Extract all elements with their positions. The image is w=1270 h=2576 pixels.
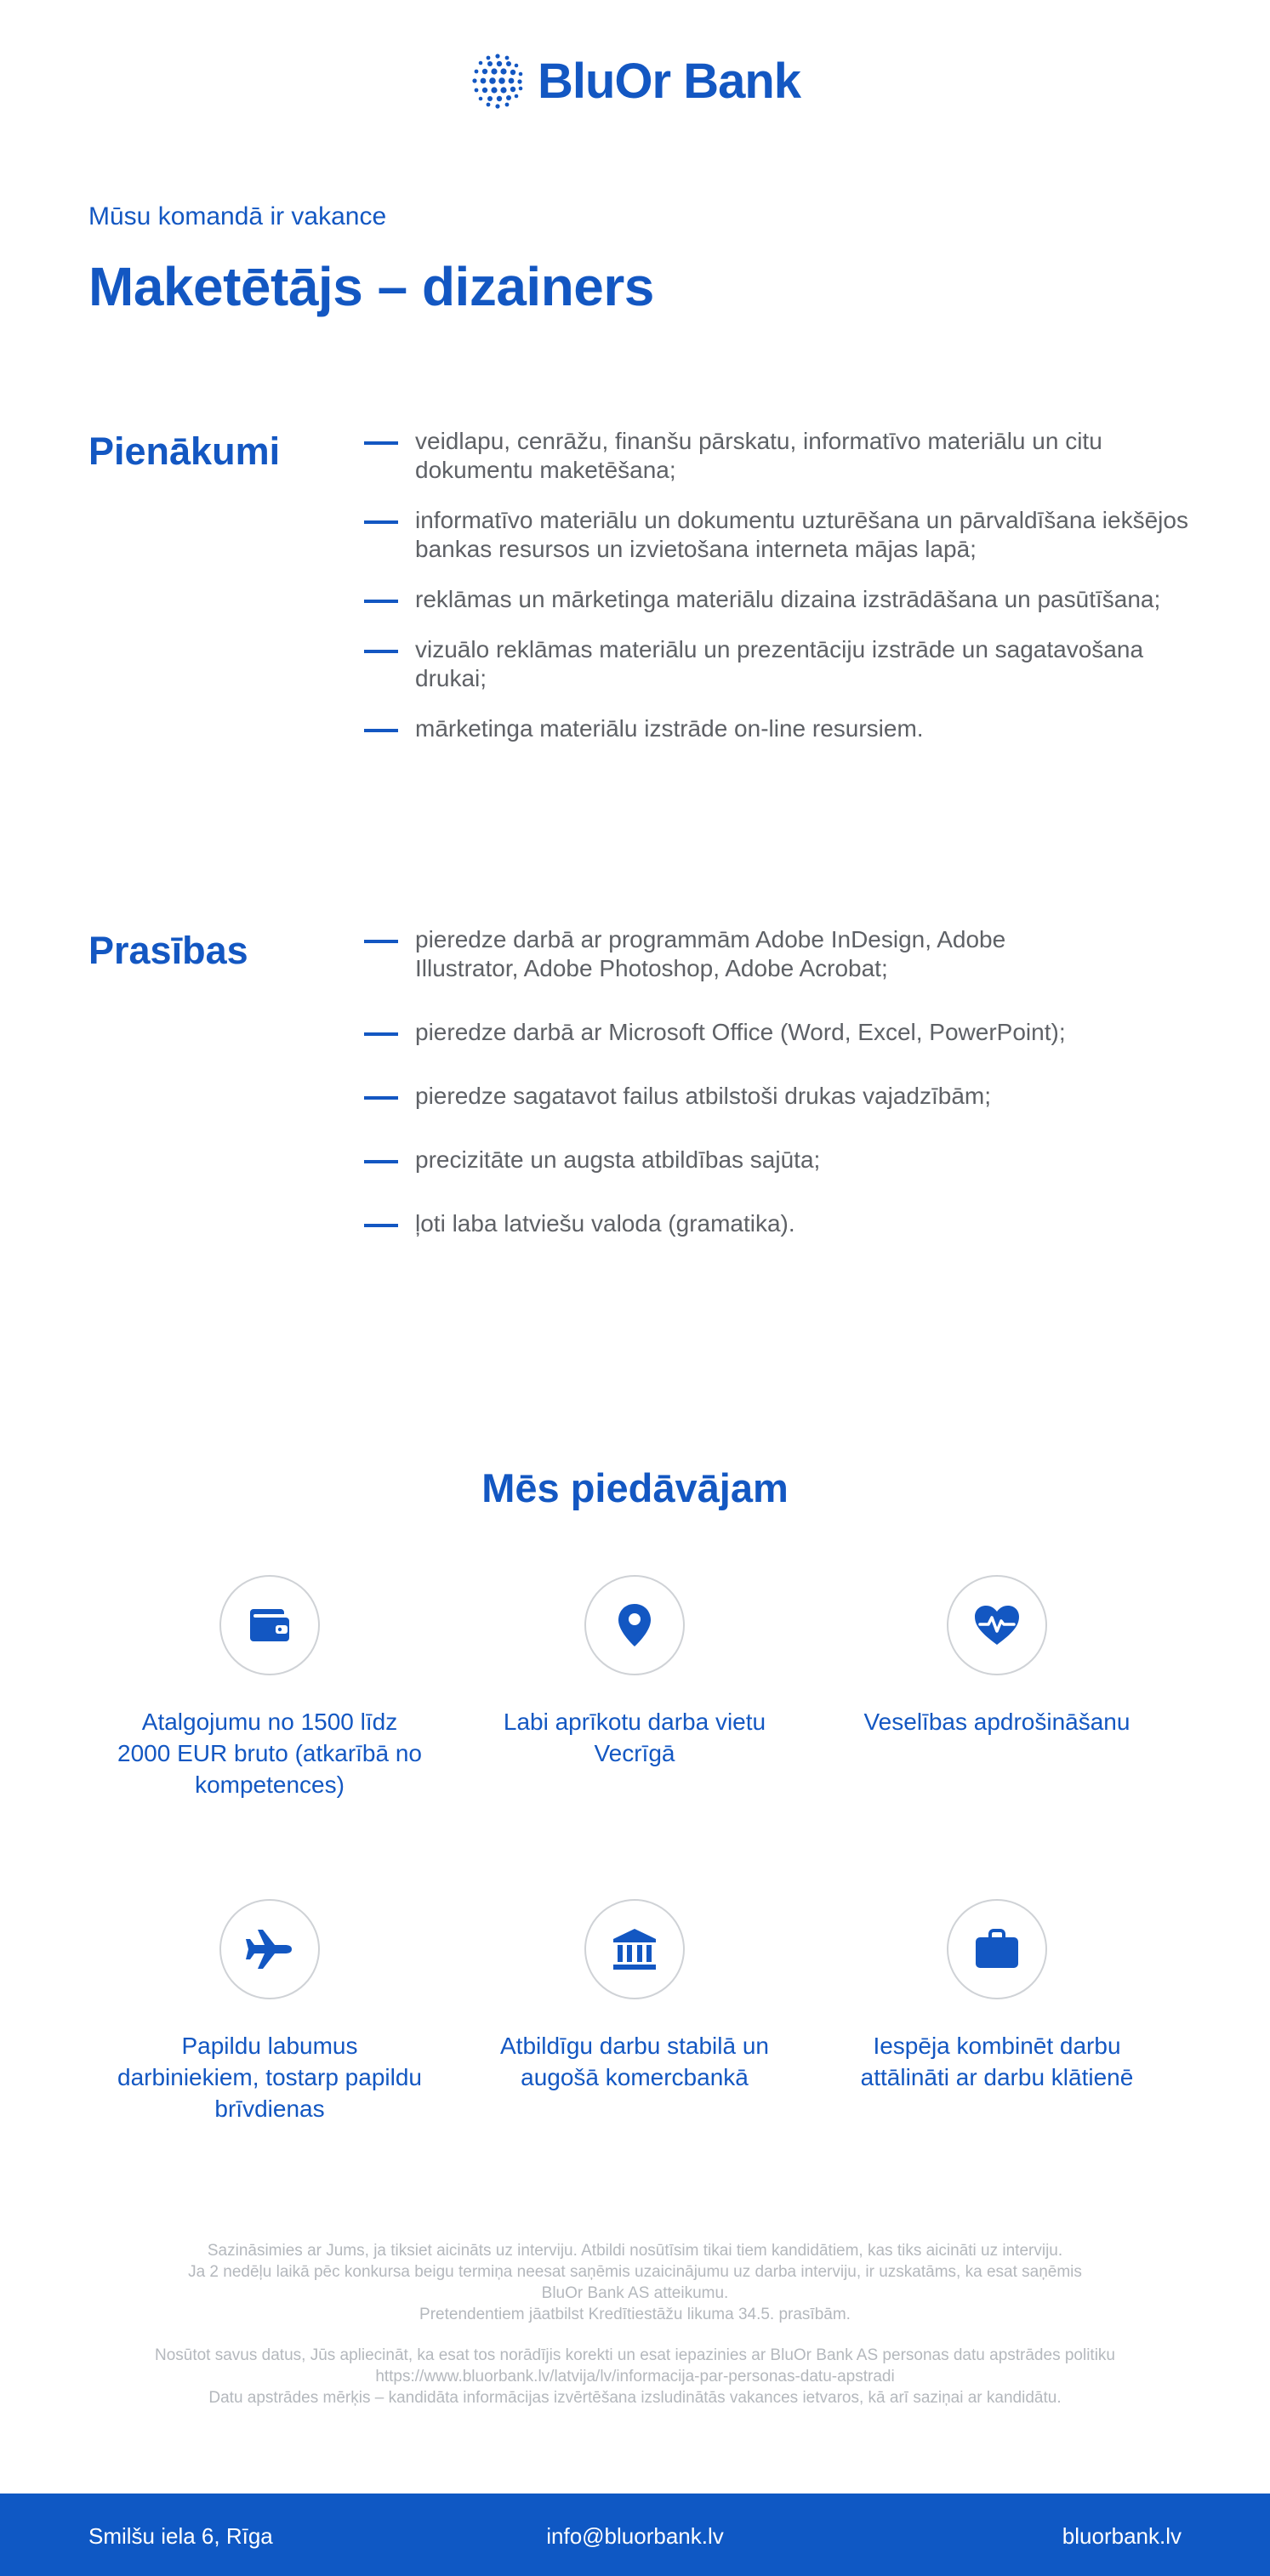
wallet-icon: [248, 1606, 291, 1645]
list-item: reklāmas un mārketinga materiālu dizaina izstrādāšana un pasūtīšana;: [364, 585, 1215, 614]
brand-logo[interactable]: [0, 51, 1270, 111]
benefit-icon-circle: [219, 1899, 320, 1999]
footer-bar: [0, 2494, 1270, 2576]
location-pin-icon: [617, 1602, 652, 1648]
brand-name: BluOr Bank: [537, 53, 801, 109]
dash-bullet: [364, 1160, 398, 1163]
benefit-salary: [117, 1575, 423, 1800]
duties-heading: Pienākumi: [88, 429, 281, 473]
dash-bullet: [364, 1224, 398, 1227]
dash-bullet: [364, 520, 398, 524]
page-title: Maketētājs – dizainers: [88, 256, 654, 317]
privacy-policy-link[interactable]: https://www.bluorbank.lv/latvija/lv/informacija-par-personas-datu-apstradi: [375, 2368, 895, 2386]
benefit-icon-circle: [584, 1575, 685, 1675]
list-item: pieredze sagatavot failus atbilstoši drukas vajadzībām;: [364, 1082, 1104, 1111]
list-item: informatīvo materiālu un dokumentu uzturēšana un pārvaldīšana iekšējos bankas resursos un izvietošana interneta mājas lapā;: [364, 506, 1215, 564]
heart-pulse-icon: [973, 1604, 1021, 1646]
dash-bullet: [364, 1032, 398, 1036]
bank-icon: [612, 1927, 658, 1971]
benefit-icon-circle: [219, 1575, 320, 1675]
benefit-label: Iespēja kombinēt darbu attālināti ar darbu klātienē: [860, 2033, 1134, 2090]
benefit-label: Papildu labumus darbiniekiem, tostarp papildu brīvdienas: [117, 2033, 422, 2122]
list-item: pieredze darbā ar Microsoft Office (Word, Excel, PowerPoint);: [364, 1018, 1104, 1047]
requirements-list: [364, 925, 1104, 1238]
dash-bullet: [364, 729, 398, 732]
requirements-heading: Prasības: [88, 929, 248, 972]
list-item: pieredze darbā ar programmām Adobe InDesign, Adobe Illustrator, Adobe Photoshop, Adobe Acrobat;: [364, 925, 1104, 983]
benefit-insurance: [844, 1575, 1150, 1737]
contact-notice: Sazināsimies ar Jums, ja tiksiet aicināts uz interviju. Atbildi nosūtīsim tikai tiem kandidātiem, kas tiks aicināti uz interviju. Ja 2 nedēļu laikā pēc konkursa beigu termiņa neesat saņēmis uzaicinājumu uz darba interviju, ir uzskatāms, ka esat saņēmis BluOr Bank AS atteikumu. Pretendentiem jāatbilst Kredītiestāžu likuma 34.5. prasībām.: [188, 2242, 1082, 2323]
footer-address: Smilšu iela 6, Rīga: [88, 2523, 273, 2549]
benefit-bank: [481, 1899, 788, 2093]
dash-bullet: [364, 441, 398, 445]
benefit-label: Atalgojumu no 1500 līdz 2000 EUR bruto (atkarībā no kompetences): [117, 1709, 422, 1798]
footer-website-link[interactable]: bluorbank.lv: [1062, 2523, 1182, 2549]
benefit-extras: [117, 1899, 423, 2124]
privacy-notice: Nosūtot savus datus, Jūs apliecināt, ka esat tos norādījis korekti un esat iepazinies ar BluOr Bank AS personas datu apstrādes politiku https://www.bluorbank.lv/latvija/lv/informacija-par-personas-datu-apstradi Datu apstrādes mērķis – kandidāta informācijas izvērtēšana izsludinātās vakances ietvaros, kā arī saziņai ar kandidātu.: [68, 2345, 1202, 2408]
list-item: mārketinga materiālu izstrāde on-line resursiem.: [364, 714, 1215, 743]
benefit-icon-circle: [947, 1575, 1047, 1675]
vacancy-kicker: Mūsu komandā ir vakance: [88, 202, 387, 230]
benefit-label: Labi aprīkotu darba vietu Vecrīgā: [503, 1709, 766, 1766]
dash-bullet: [364, 600, 398, 603]
benefit-workplace: [481, 1575, 788, 1769]
benefit-icon-circle: [584, 1899, 685, 1999]
benefit-label: Veselības apdrošināšanu: [863, 1709, 1130, 1735]
briefcase-icon: [974, 1929, 1020, 1970]
duties-list: [364, 427, 1215, 743]
list-item: ļoti laba latviešu valoda (gramatika).: [364, 1209, 1104, 1238]
dot-sphere-icon: [470, 51, 526, 111]
airplane-icon: [244, 1927, 295, 1971]
footer-email-link[interactable]: info@bluorbank.lv: [546, 2523, 724, 2549]
dash-bullet: [364, 650, 398, 653]
offer-heading: Mēs piedāvājam: [481, 1465, 789, 1510]
benefit-icon-circle: [947, 1899, 1047, 1999]
list-item: veidlapu, cenrāžu, finanšu pārskatu, informatīvo materiālu un citu dokumentu maketēšana;: [364, 427, 1215, 485]
list-item: precizitāte un augsta atbildības sajūta;: [364, 1146, 1104, 1174]
dash-bullet: [364, 940, 398, 943]
benefit-label: Atbildīgu darbu stabilā un augošā komercbankā: [500, 2033, 769, 2090]
list-item: vizuālo reklāmas materiālu un prezentāciju izstrāde un sagatavošana drukai;: [364, 635, 1215, 693]
benefit-remote: [844, 1899, 1150, 2093]
dash-bullet: [364, 1096, 398, 1100]
